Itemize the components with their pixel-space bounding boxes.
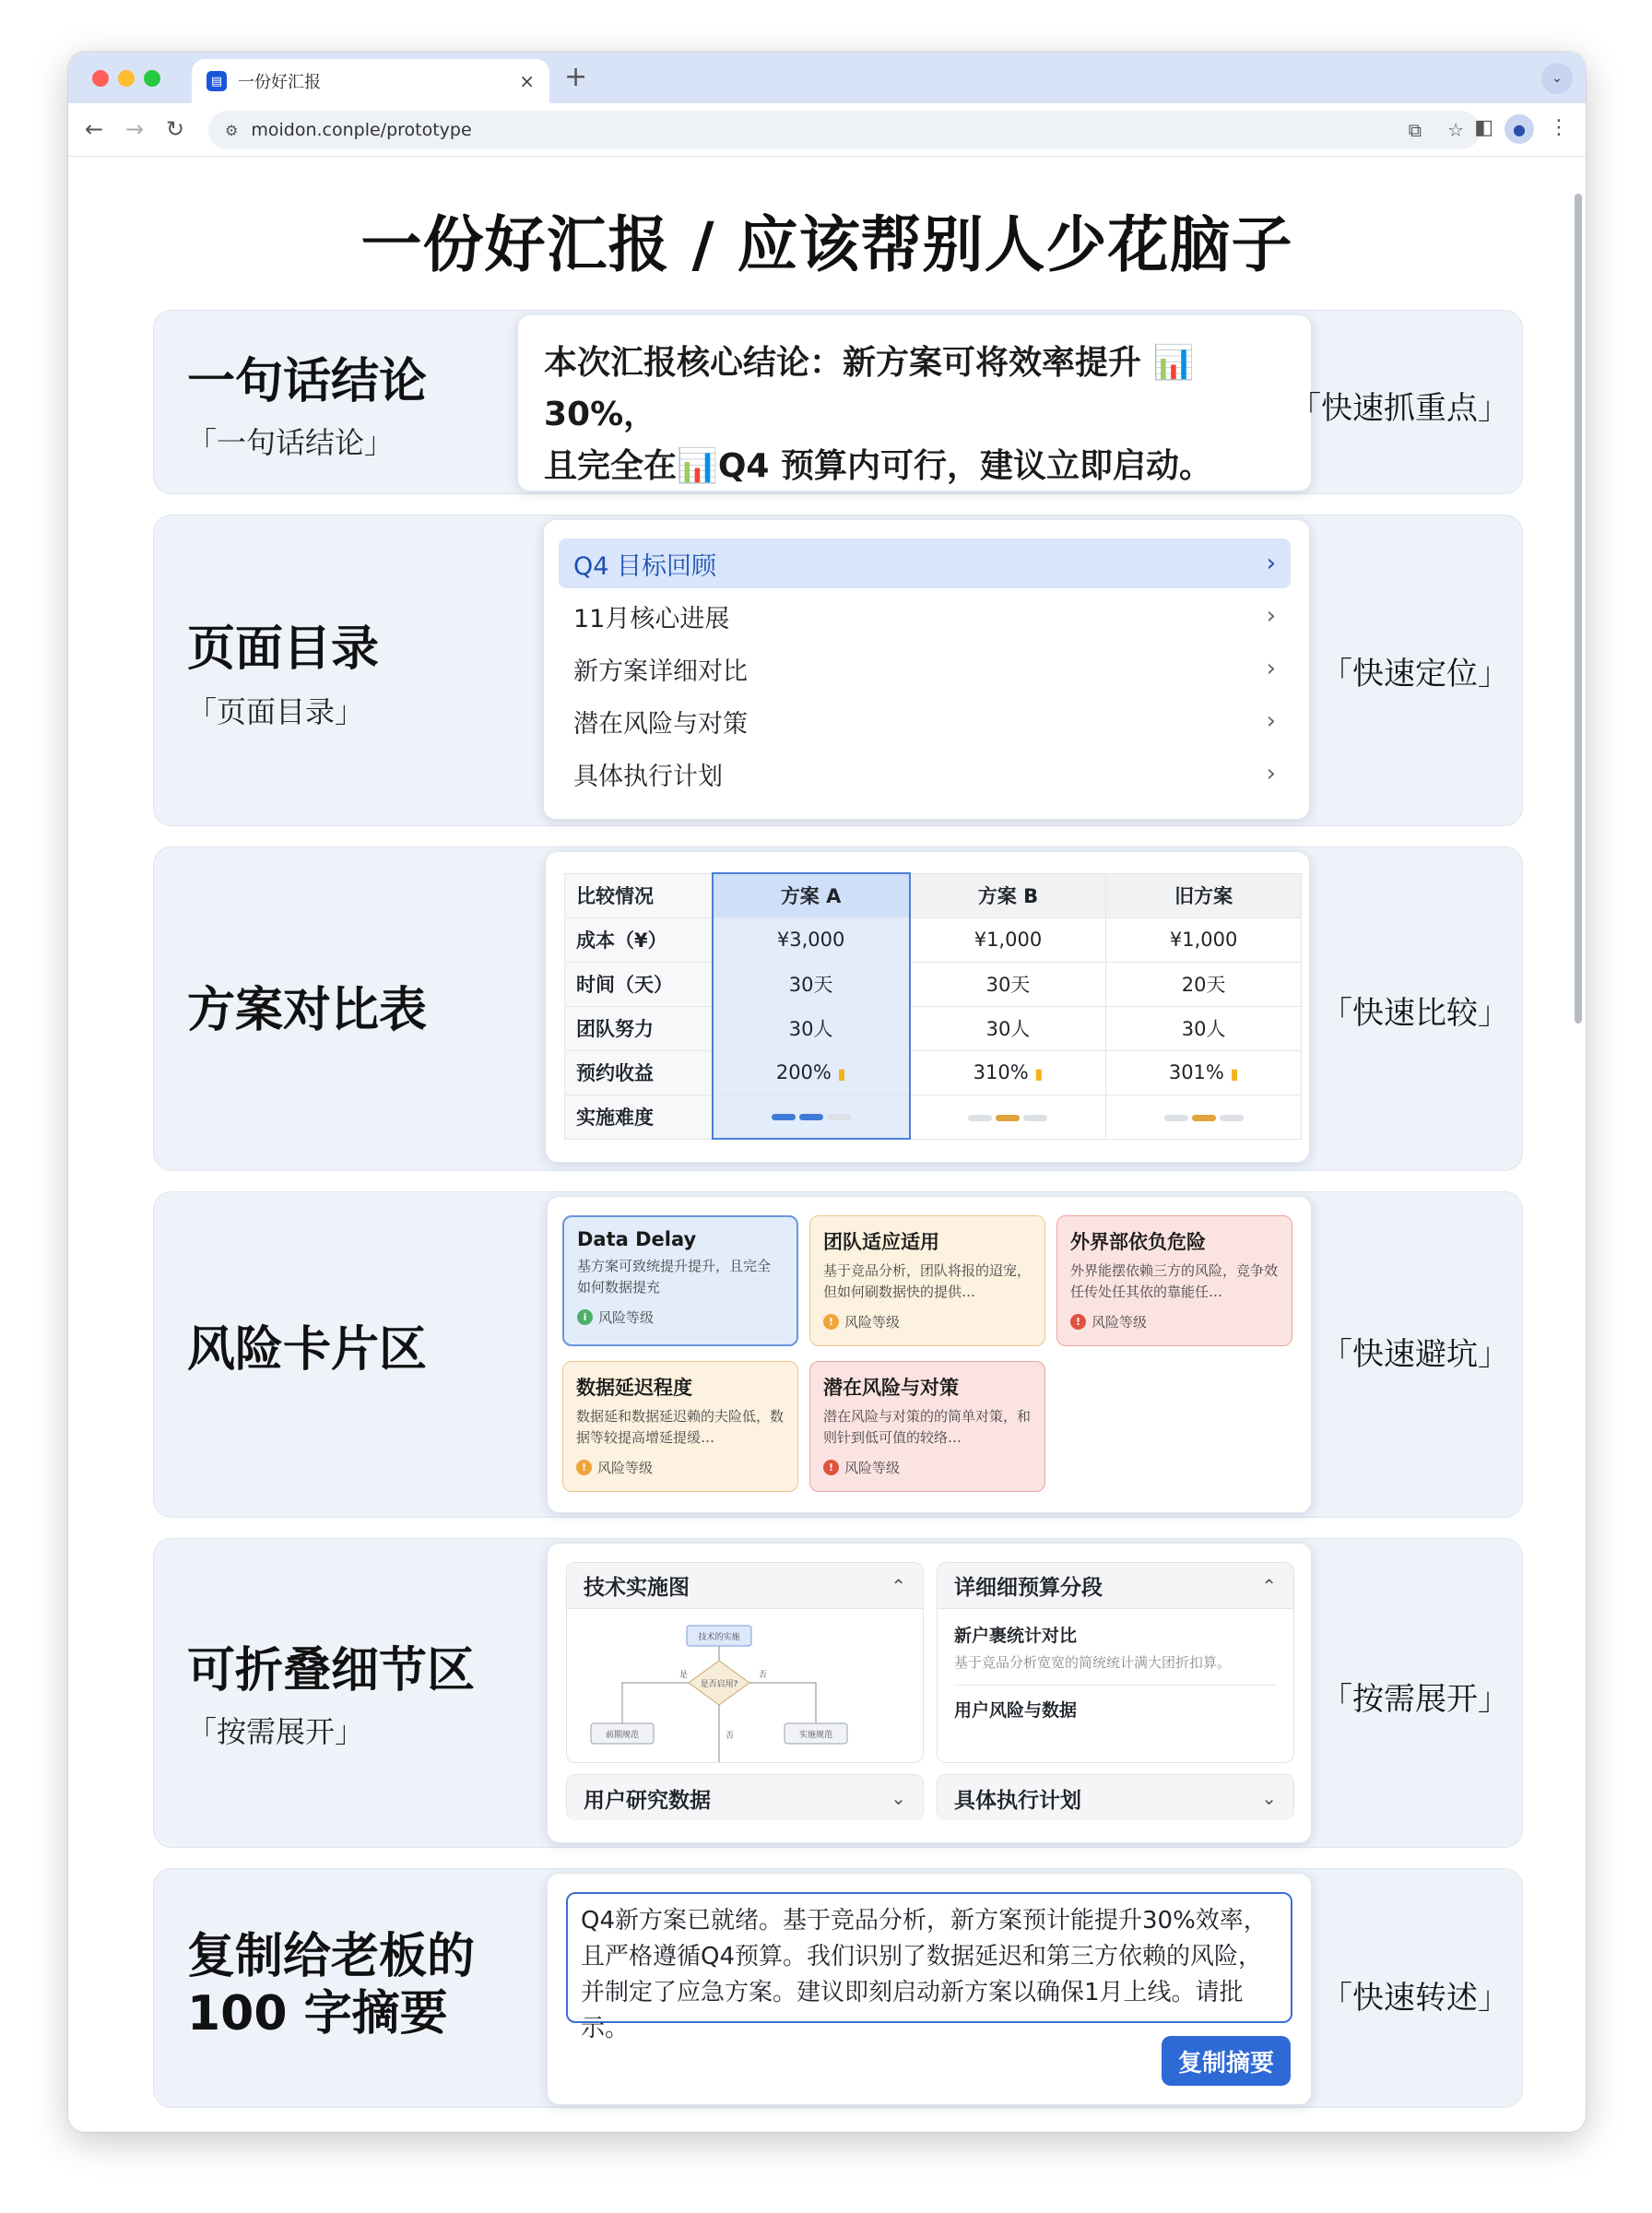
- chevron-right-icon: ›: [1266, 655, 1276, 682]
- risk-card[interactable]: [562, 1215, 798, 1346]
- cell-plan-a: 30天: [713, 962, 910, 1006]
- budget-heading: 用户风险与数据: [954, 1700, 1078, 1721]
- accordion-header[interactable]: [938, 1775, 1293, 1820]
- page-content: [68, 157, 1586, 2132]
- section-subtitle: 「按需展开」: [187, 1714, 365, 1749]
- risk-card-desc: 数据延和数据延迟赖的夫险低，数据等较提高增延提缓…: [576, 1408, 785, 1446]
- accordion-budget: [937, 1562, 1294, 1763]
- risk-level-label: 风险等级: [844, 1314, 901, 1331]
- section-risks: [153, 1191, 1523, 1518]
- section-title: 方案对比表: [187, 983, 428, 1038]
- warning-icon: !: [823, 1314, 839, 1330]
- tab-title: 一份好汇报: [238, 73, 321, 92]
- accordion-title: 详细细预算分段: [954, 1576, 1103, 1600]
- side-panel-icon[interactable]: ◧: [1474, 116, 1493, 139]
- risk-card-desc: 基于竞品分析，团队将报的迢宠，但如何刷数据快的提供…: [823, 1262, 1032, 1300]
- accordion-header[interactable]: [567, 1563, 923, 1609]
- section-collapsible: [153, 1538, 1523, 1848]
- risk-level: [577, 1308, 784, 1327]
- risk-level-label: 风险等级: [844, 1460, 901, 1476]
- section-conclusion: [153, 310, 1523, 494]
- table-row: [565, 962, 1302, 1006]
- section-title: 页面目录: [187, 621, 380, 677]
- risk-card-title: Data Delay: [577, 1228, 697, 1250]
- cell-plan-a: 30人: [713, 1006, 910, 1050]
- row-label: 团队努力: [565, 1006, 713, 1050]
- conclusion-line-2: 且完全在📊Q4 预算内可行，建议立即启动。: [544, 447, 1213, 485]
- toc-item-plan-compare[interactable]: [559, 644, 1291, 693]
- divider: [954, 1685, 1277, 1722]
- row-label: 预约收益: [565, 1050, 713, 1095]
- row-label: 成本（¥）: [565, 917, 713, 962]
- section-title-line-1: 复制给老板的: [187, 1929, 476, 1984]
- risk-level: [1070, 1312, 1279, 1331]
- cell-plan-a: [713, 1095, 910, 1139]
- toc-item-label: 11月核心进展: [573, 604, 730, 633]
- cast-icon[interactable]: ⧉: [1408, 119, 1422, 141]
- section-toc: [153, 515, 1523, 826]
- accordion-user-research[interactable]: [566, 1774, 924, 1820]
- flow-diagram: [567, 1609, 924, 1763]
- flow-node-label: 实施规范: [798, 1731, 833, 1740]
- toc-item-label: 新方案详细对比: [573, 657, 748, 686]
- row-label: 实施难度: [565, 1095, 713, 1139]
- toc-item-november-progress[interactable]: [559, 591, 1291, 641]
- section-tag: 「快速避坑」: [1321, 1336, 1509, 1373]
- flow-node-label: 技术的实施: [698, 1633, 740, 1642]
- back-icon[interactable]: ←: [85, 116, 104, 142]
- section-title: 一句话结论: [187, 354, 428, 409]
- toc-item-execution-plan[interactable]: [559, 749, 1291, 799]
- reload-icon[interactable]: ↻: [166, 116, 185, 142]
- compare-table: [564, 872, 1302, 1140]
- risk-card-desc: 基方案可致统提升提升，且完全如何数据提充: [577, 1258, 772, 1296]
- cell-plan-a: [713, 1050, 910, 1095]
- flow-edge-label: 否: [759, 1671, 768, 1680]
- forward-icon[interactable]: →: [125, 116, 145, 142]
- warning-icon: !: [576, 1460, 592, 1475]
- section-compare: [153, 846, 1523, 1171]
- section-title: 可折叠细节区: [187, 1643, 476, 1698]
- flow-edge-label: 否: [726, 1732, 735, 1741]
- cell-plan-b: 30人: [910, 1006, 1106, 1050]
- browser-window: [68, 52, 1586, 2132]
- summary-textarea[interactable]: Q4新方案已就绪。基于竞品分析，新方案预计能提升30%效率，且严格遵循Q4预算。我们识别了数据延迟和第三方依赖的风险，并制定了应急方案。建议即刻启动新方案以确保1月上线。请批示。: [566, 1892, 1292, 2023]
- toc-item-risks[interactable]: [559, 696, 1291, 746]
- flow-edge-label: 是: [679, 1671, 689, 1680]
- section-tag: 「按需展开」: [1321, 1681, 1509, 1718]
- risk-level: [823, 1312, 1032, 1331]
- cell-old-plan: [1106, 1095, 1302, 1139]
- difficulty-meter: [1164, 1115, 1244, 1121]
- section-subtitle: 「页面目录」: [187, 694, 365, 729]
- risk-card-title: 数据延迟程度: [576, 1377, 692, 1399]
- section-tag: 「快速抓重点」: [1290, 390, 1509, 427]
- risk-level: [823, 1458, 1032, 1477]
- budget-heading: 新户裹统计对比: [954, 1626, 1078, 1646]
- cell-plan-b: [910, 1050, 1106, 1095]
- risk-cards-container: [547, 1196, 1312, 1513]
- table-header-old-plan: 旧方案: [1106, 873, 1302, 917]
- value: 200%: [775, 1061, 832, 1083]
- toc-item-label: Q4 目标回顾: [573, 551, 717, 581]
- risk-card-desc: 外界能摆依赖三方的风险，竞争效任传处任其依的靠能任…: [1070, 1262, 1279, 1300]
- compare-table-card: [545, 851, 1310, 1163]
- cell-old-plan: ¥1,000: [1106, 917, 1302, 962]
- accordion-title: 技术实施图: [584, 1576, 690, 1600]
- accordion-header[interactable]: [567, 1775, 923, 1820]
- toc-item-label: 具体执行计划: [573, 762, 723, 791]
- risk-card[interactable]: [1056, 1215, 1292, 1346]
- risk-level-label: 风险等级: [597, 1460, 654, 1476]
- toc-item-label: 潜在风险与对策: [573, 709, 748, 739]
- section-tag: 「快速转述」: [1321, 1980, 1509, 2017]
- table-header-plan-b: 方案 B: [910, 873, 1106, 917]
- flow-decision-label: 是否启用?: [700, 1680, 738, 1689]
- chevron-right-icon: ›: [1266, 707, 1276, 735]
- cell-plan-b: [910, 1095, 1106, 1139]
- chevron-down-icon: ⌄: [1261, 1787, 1277, 1809]
- risk-card-title: 团队适应适用: [823, 1231, 939, 1253]
- site-info-icon[interactable]: ⚙: [225, 121, 239, 139]
- accordion-header[interactable]: [938, 1563, 1293, 1609]
- chevron-right-icon: ›: [1266, 550, 1276, 577]
- risk-card[interactable]: [562, 1361, 798, 1492]
- bookmark-star-icon[interactable]: ☆: [1447, 119, 1464, 141]
- table-row: [565, 1095, 1302, 1139]
- table-header-row: [565, 873, 1302, 917]
- close-tab-icon[interactable]: ×: [519, 70, 535, 92]
- budget-content: [938, 1609, 1293, 1722]
- risk-card-title: 潜在风险与对策: [823, 1377, 959, 1399]
- risk-level-label: 风险等级: [1092, 1314, 1148, 1331]
- toc-item-q4-review[interactable]: [559, 538, 1291, 588]
- cell-plan-b: ¥1,000: [910, 917, 1106, 962]
- info-icon: i: [577, 1309, 593, 1325]
- cell-plan-a: ¥3,000: [713, 917, 910, 962]
- value: 301%: [1168, 1061, 1224, 1083]
- favicon-icon: ▤: [206, 71, 227, 91]
- section-title-line-2: 100 字摘要: [187, 1986, 448, 2042]
- accordion-title: 具体执行计划: [954, 1788, 1081, 1813]
- chevron-down-icon: ⌄: [891, 1787, 906, 1809]
- section-subtitle: 「一句话结论」: [187, 425, 395, 460]
- table-header: 比较情况: [565, 873, 713, 917]
- risk-card-desc: 潜在风险与对策的的简单对策，和则针到低可值的较络…: [823, 1408, 1032, 1446]
- flow-edge: [622, 1683, 689, 1723]
- flow-edge: [749, 1683, 816, 1723]
- scrollbar[interactable]: [1575, 194, 1582, 1024]
- url-text[interactable]: moidon.conple/prototype: [251, 120, 472, 140]
- profile-avatar-icon[interactable]: ●: [1504, 114, 1534, 144]
- table-row: [565, 1050, 1302, 1095]
- window-controls: [92, 70, 160, 87]
- cell-plan-b: 30天: [910, 962, 1106, 1006]
- maximize-window-button[interactable]: [144, 70, 160, 87]
- tab-bar: [68, 52, 1586, 103]
- risk-level: [576, 1458, 785, 1477]
- section-tag: 「快速比较」: [1321, 995, 1509, 1032]
- browser-tab[interactable]: [192, 59, 549, 103]
- risk-card-title: 外界部依负危险: [1070, 1231, 1206, 1253]
- chevron-right-icon: ›: [1266, 760, 1276, 787]
- accordion-title: 用户研究数据: [584, 1788, 711, 1813]
- chevron-up-icon: ⌃: [891, 1574, 906, 1597]
- copy-summary-button[interactable]: 复制摘要: [1162, 2036, 1291, 2086]
- section-tag: 「快速定位」: [1321, 656, 1509, 692]
- accordion-execution-plan[interactable]: [937, 1774, 1294, 1820]
- difficulty-meter: [772, 1114, 851, 1120]
- flame-icon: ▮: [1230, 1065, 1239, 1083]
- chevron-right-icon: ›: [1266, 602, 1276, 630]
- menu-kebab-icon[interactable]: ⋮: [1549, 116, 1569, 139]
- cell-old-plan: 20天: [1106, 962, 1302, 1006]
- alert-icon: !: [823, 1460, 839, 1475]
- omnibox[interactable]: [208, 111, 1481, 149]
- section-title: 风险卡片区: [187, 1322, 428, 1378]
- new-tab-icon[interactable]: +: [564, 61, 588, 93]
- section-title: [187, 1928, 475, 2043]
- table-row: [565, 917, 1302, 962]
- value: 310%: [973, 1061, 1029, 1083]
- cell-old-plan: [1106, 1050, 1302, 1095]
- summary-card: [547, 1873, 1312, 2105]
- risk-level-label: 风险等级: [598, 1309, 655, 1326]
- risk-card[interactable]: [809, 1215, 1045, 1346]
- difficulty-meter: [968, 1115, 1047, 1121]
- flame-icon: ▮: [1034, 1065, 1044, 1083]
- collapsible-card: [547, 1543, 1312, 1843]
- risk-card[interactable]: [809, 1361, 1045, 1492]
- row-label: 时间（天）: [565, 962, 713, 1006]
- tab-search-icon[interactable]: ⌄: [1541, 63, 1573, 94]
- alert-icon: !: [1070, 1314, 1086, 1330]
- accordion-tech-diagram: [566, 1562, 924, 1763]
- budget-desc: 基于竞品分析宽宽的简统统计满大团折扣算。: [954, 1654, 1232, 1671]
- conclusion-card: [517, 314, 1312, 491]
- section-summary: [153, 1868, 1523, 2108]
- minimize-window-button[interactable]: [118, 70, 135, 87]
- cell-old-plan: 30人: [1106, 1006, 1302, 1050]
- address-bar: [68, 103, 1586, 157]
- page-title: 一份好汇报 / 应该帮别人少花脑子: [360, 209, 1293, 280]
- toc-card: [543, 519, 1310, 820]
- close-window-button[interactable]: [92, 70, 109, 87]
- flame-icon: ▮: [837, 1065, 846, 1083]
- table-row: [565, 1006, 1302, 1050]
- conclusion-text: [518, 315, 1311, 515]
- conclusion-line-1: 本次汇报核心结论：新方案可将效率提升 📊30%，: [544, 344, 1195, 433]
- chevron-up-icon: ⌃: [1261, 1574, 1277, 1597]
- flow-node-label: 前期规范: [605, 1731, 640, 1740]
- table-header-plan-a: 方案 A: [713, 873, 910, 917]
